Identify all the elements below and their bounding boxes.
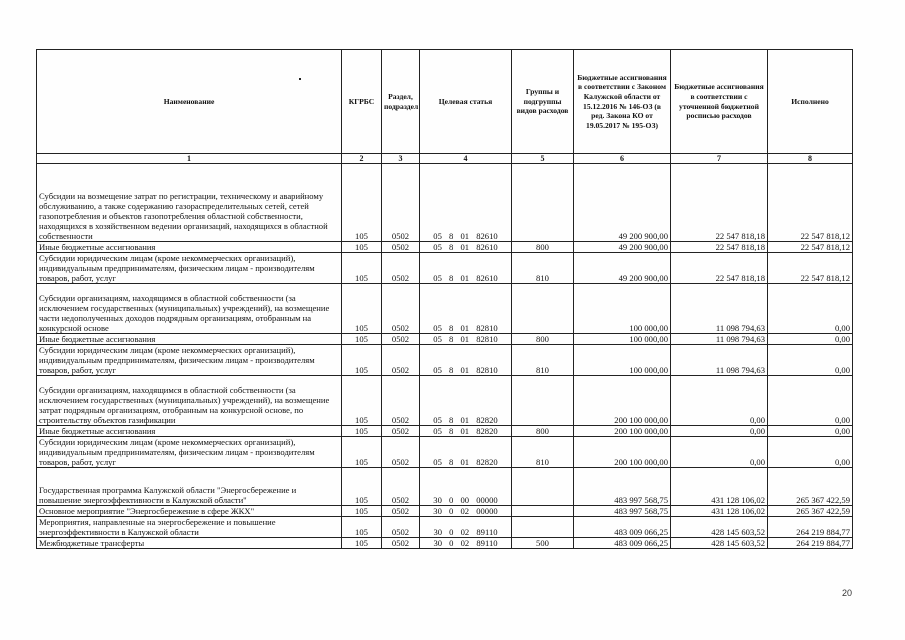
row-expense-group	[512, 517, 574, 538]
row-assignment-law: 483 009 066,25	[574, 538, 671, 549]
column-number: 2	[342, 154, 382, 164]
column-number: 6	[574, 154, 671, 164]
row-kgrbs: 105	[342, 468, 382, 506]
row-kgrbs: 105	[342, 517, 382, 538]
table-row	[37, 437, 853, 468]
header-kgrbs: КГРБС	[342, 50, 382, 154]
row-assignment-list: 428 145 603,52	[671, 538, 768, 549]
row-target-article: 30 0 02 00000	[420, 506, 512, 517]
row-expense-group	[512, 376, 574, 426]
row-target-article: 05 8 01 82820	[420, 376, 512, 426]
row-razdel: 0502	[382, 538, 420, 549]
header-assign-list: Бюджетные ассигнования в соответствии с уточненной бюджетной росписью расходов	[671, 50, 768, 154]
row-kgrbs: 105	[342, 284, 382, 334]
row-assignment-law: 49 200 900,00	[574, 164, 671, 242]
row-assignment-list: 431 128 106,02	[671, 506, 768, 517]
column-number: 4	[420, 154, 512, 164]
column-number: 5	[512, 154, 574, 164]
row-target-article: 05 8 01 82610	[420, 242, 512, 253]
row-assignment-list: 431 128 106,02	[671, 468, 768, 506]
table-row	[37, 538, 853, 549]
row-target-article: 05 8 01 82820	[420, 437, 512, 468]
table-row	[37, 164, 853, 242]
row-executed: 264 219 884,77	[768, 538, 853, 549]
row-assignment-law: 49 200 900,00	[574, 242, 671, 253]
row-kgrbs: 105	[342, 253, 382, 284]
row-executed: 22 547 818,12	[768, 164, 853, 242]
table-row	[37, 334, 853, 345]
row-expense-group	[512, 164, 574, 242]
row-target-article: 30 0 02 89110	[420, 538, 512, 549]
row-kgrbs: 105	[342, 345, 382, 376]
column-number: 1	[37, 154, 342, 164]
row-name: Субсидии юридическим лицам (кроме некоммерческих организаций), индивидуальным предпринимателям, физическим лицам - производителям товаров, работ, услуг	[37, 437, 342, 468]
table-row	[37, 426, 853, 437]
row-assignment-list: 22 547 818,18	[671, 242, 768, 253]
header-row	[37, 50, 853, 154]
row-target-article: 30 0 00 00000	[420, 468, 512, 506]
row-kgrbs: 105	[342, 426, 382, 437]
row-assignment-law: 483 997 568,75	[574, 468, 671, 506]
row-expense-group: 800	[512, 242, 574, 253]
row-executed: 0,00	[768, 345, 853, 376]
table-row	[37, 468, 853, 506]
row-name: Субсидии юридическим лицам (кроме некоммерческих организаций), индивидуальным предпринимателям, физическим лицам - производителям товаров, работ, услуг	[37, 345, 342, 376]
page-number: 20	[842, 588, 853, 598]
budget-table	[36, 49, 853, 549]
row-executed: 0,00	[768, 426, 853, 437]
row-assignment-list: 0,00	[671, 426, 768, 437]
row-assignment-list: 11 098 794,63	[671, 345, 768, 376]
row-razdel: 0502	[382, 164, 420, 242]
row-razdel: 0502	[382, 426, 420, 437]
row-kgrbs: 105	[342, 506, 382, 517]
row-executed: 0,00	[768, 284, 853, 334]
row-name: Межбюджетные трансферты	[37, 538, 342, 549]
table-row	[37, 284, 853, 334]
row-expense-group: 810	[512, 253, 574, 284]
row-expense-group	[512, 284, 574, 334]
row-razdel: 0502	[382, 376, 420, 426]
row-target-article: 05 8 01 82810	[420, 345, 512, 376]
row-razdel: 0502	[382, 253, 420, 284]
row-executed: 0,00	[768, 437, 853, 468]
row-expense-group: 800	[512, 426, 574, 437]
row-assignment-list: 11 098 794,63	[671, 284, 768, 334]
row-assignment-law: 100 000,00	[574, 345, 671, 376]
row-kgrbs: 105	[342, 242, 382, 253]
row-razdel: 0502	[382, 284, 420, 334]
row-target-article: 05 8 01 82810	[420, 284, 512, 334]
header-name: Наименование	[37, 50, 342, 154]
table-row	[37, 517, 853, 538]
row-kgrbs: 105	[342, 376, 382, 426]
row-expense-group: 810	[512, 437, 574, 468]
table-row	[37, 242, 853, 253]
row-assignment-law: 483 997 568,75	[574, 506, 671, 517]
table-row	[37, 506, 853, 517]
row-executed: 264 219 884,77	[768, 517, 853, 538]
row-assignment-law: 100 000,00	[574, 284, 671, 334]
header-celevaya: Целевая статья	[420, 50, 512, 154]
column-number: 3	[382, 154, 420, 164]
header-assign-law: Бюджетные ассигнования в соответствии с Законом Калужской области от 15.12.2016 № 146-ОЗ (в ред. Закона КО от 19.05.2017 № 195-ОЗ)	[574, 50, 671, 154]
row-executed: 265 367 422,59	[768, 506, 853, 517]
row-assignment-law: 100 000,00	[574, 334, 671, 345]
row-name: Иные бюджетные ассигнования	[37, 426, 342, 437]
row-name: Иные бюджетные ассигнования	[37, 242, 342, 253]
row-assignment-list: 22 547 818,18	[671, 253, 768, 284]
row-razdel: 0502	[382, 334, 420, 345]
row-target-article: 05 8 01 82810	[420, 334, 512, 345]
row-expense-group: 810	[512, 345, 574, 376]
row-expense-group	[512, 468, 574, 506]
row-expense-group: 800	[512, 334, 574, 345]
row-kgrbs: 105	[342, 164, 382, 242]
row-assignment-law: 200 100 000,00	[574, 437, 671, 468]
row-assignment-law: 200 100 000,00	[574, 376, 671, 426]
table-row	[37, 253, 853, 284]
table-row	[37, 376, 853, 426]
row-assignment-list: 0,00	[671, 376, 768, 426]
column-number: 8	[768, 154, 853, 164]
row-executed: 22 547 818,12	[768, 253, 853, 284]
row-name: Мероприятия, направленные на энергосбережение и повышение энергоэффективности в Калужской области	[37, 517, 342, 538]
row-razdel: 0502	[382, 437, 420, 468]
table-row	[37, 345, 853, 376]
header-ispolneno: Исполнено	[768, 50, 853, 154]
row-razdel: 0502	[382, 468, 420, 506]
row-name: Субсидии организациям, находящимся в областной собственности (за исключением государственных (муниципальных) учреждений), на возмещение затрат подрядным организациям, отобранным на конкурсной основе, по строительству объектов газификации	[37, 376, 342, 426]
row-executed: 22 547 818,12	[768, 242, 853, 253]
header-gruppy: Группы и подгруппы видов расходов	[512, 50, 574, 154]
row-name: Государственная программа Калужской области "Энергосбережение и повышение энергоэффективности в Калужской области"	[37, 468, 342, 506]
table-body	[37, 164, 853, 549]
row-assignment-law: 483 009 066,25	[574, 517, 671, 538]
row-executed: 265 367 422,59	[768, 468, 853, 506]
column-number: 7	[671, 154, 768, 164]
row-assignment-list: 22 547 818,18	[671, 164, 768, 242]
row-target-article: 05 8 01 82820	[420, 426, 512, 437]
row-target-article: 05 8 01 82610	[420, 253, 512, 284]
row-executed: 0,00	[768, 376, 853, 426]
row-assignment-law: 49 200 900,00	[574, 253, 671, 284]
column-number-row	[37, 154, 853, 164]
header-razdel: Раздел, подраздел	[382, 50, 420, 154]
row-target-article: 05 8 01 82610	[420, 164, 512, 242]
row-assignment-list: 428 145 603,52	[671, 517, 768, 538]
row-kgrbs: 105	[342, 334, 382, 345]
row-executed: 0,00	[768, 334, 853, 345]
row-assignment-law: 200 100 000,00	[574, 426, 671, 437]
row-target-article: 30 0 02 89110	[420, 517, 512, 538]
row-assignment-list: 0,00	[671, 437, 768, 468]
row-razdel: 0502	[382, 517, 420, 538]
row-name: Субсидии на возмещение затрат по регистрации, техническому и аварийному обслуживанию, а также содержанию газораспределительных сетей, сетей газопотребления и объектов газопотребления областной собственности, находящихся в хозяйственном ведении организаций, находящихся в областной собственности	[37, 164, 342, 242]
row-kgrbs: 105	[342, 437, 382, 468]
row-kgrbs: 105	[342, 538, 382, 549]
row-assignment-list: 11 098 794,63	[671, 334, 768, 345]
row-name: Субсидии юридическим лицам (кроме некоммерческих организаций), индивидуальным предпринимателям, физическим лицам - производителям товаров, работ, услуг	[37, 253, 342, 284]
row-expense-group: 500	[512, 538, 574, 549]
row-name: Основное мероприятие "Энергосбережение в сфере ЖКХ"	[37, 506, 342, 517]
row-razdel: 0502	[382, 345, 420, 376]
row-razdel: 0502	[382, 242, 420, 253]
row-name: Иные бюджетные ассигнования	[37, 334, 342, 345]
row-expense-group	[512, 506, 574, 517]
row-razdel: 0502	[382, 506, 420, 517]
row-name: Субсидии организациям, находящимся в областной собственности (за исключением государственных (муниципальных) учреждений), на возмещение части недополученных доходов подрядным организациям, отобранным на конкурсной основе	[37, 284, 342, 334]
